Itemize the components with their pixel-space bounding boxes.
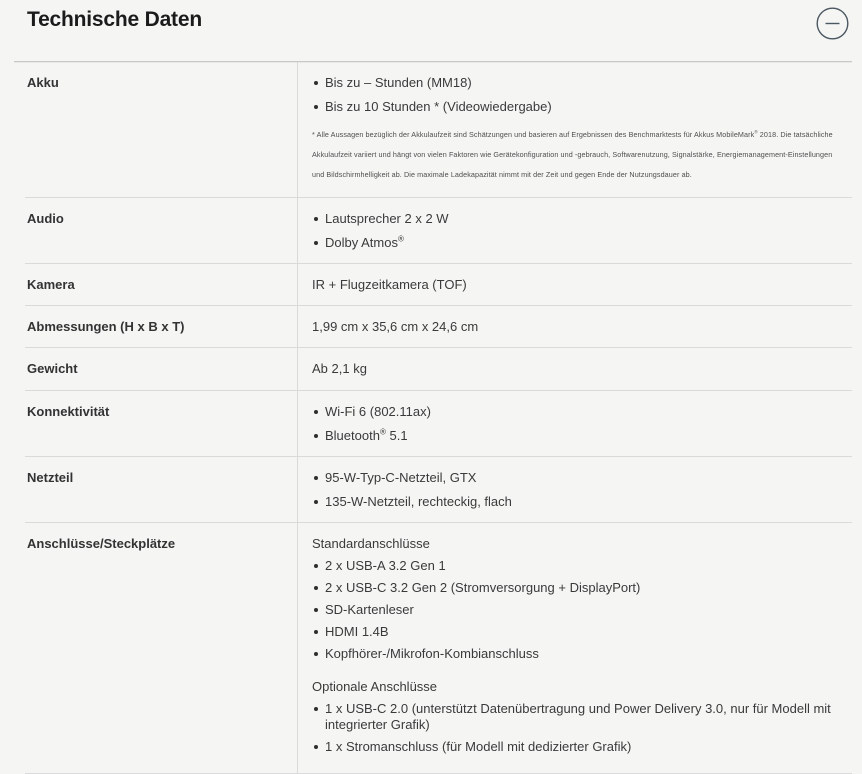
spec-bullet-item: HDMI 1.4B xyxy=(312,624,842,640)
spec-value-text: 1,99 cm x 35,6 cm x 24,6 cm xyxy=(312,319,479,335)
spec-label: Audio xyxy=(27,210,64,226)
port-group-heading: Optionale Anschlüsse xyxy=(312,678,438,694)
spec-bullet-list xyxy=(312,75,842,115)
spec-value xyxy=(297,391,852,456)
spec-label: Akku xyxy=(27,75,59,90)
spec-label: Netzteil xyxy=(27,469,74,485)
spec-value xyxy=(297,523,852,773)
spec-bullet-item: Kopfhörer-/Mikrofon-Kombianschluss xyxy=(312,646,842,662)
spec-bullet-item: 2 x USB-A 3.2 Gen 1 xyxy=(312,558,842,574)
minus-circle-icon xyxy=(816,28,849,43)
spec-bullet-list xyxy=(312,211,842,251)
spec-bullet-item: Bis zu – Stunden (MM18) xyxy=(312,75,842,91)
spec-bullet-item: 2 x USB-C 3.2 Gen 2 (Stromversorgung + DisplayPort) xyxy=(312,580,842,596)
spec-row xyxy=(25,198,852,264)
spec-value xyxy=(297,198,852,263)
spec-row xyxy=(25,391,852,457)
spec-label: Kamera xyxy=(27,276,75,292)
spec-bullet-item: Dolby Atmos® xyxy=(312,235,842,251)
spec-row xyxy=(25,457,852,523)
spec-value xyxy=(297,348,852,389)
spec-value-text: IR + Flugzeitkamera (TOF) xyxy=(312,276,467,292)
panel-header xyxy=(14,0,852,62)
battery-footnote: * Alle Aussagen bezüglich der Akkulaufzeit sind Schätzungen und basieren auf Ergebnissen des Benchmarktests für Akkus MobileMark® 2018. Die tatsächliche Akkulaufzeit variiert und hängt von vielen Faktoren wie Gerätekonfiguration und -gebrauch, Softwarenutzung, Signalstärke, Energiemanagement-Einstellungen und Bildschirmhelligkeit ab. Die maximale Ladekapazität nimmt mit der Zeit und gegen Ende der Nutzungsdauer ab. xyxy=(312,129,833,179)
spec-value xyxy=(297,62,852,197)
spec-label: Konnektivität xyxy=(27,403,110,419)
spec-bullet-list xyxy=(312,558,842,662)
spec-label: Gewicht xyxy=(27,361,78,377)
spec-row xyxy=(25,62,852,198)
spec-label: Anschlüsse/Steckplätze xyxy=(27,535,176,551)
spec-row xyxy=(25,264,852,306)
spec-bullet-item: SD-Kartenleser xyxy=(312,602,842,618)
spec-table xyxy=(25,62,852,774)
spec-bullet-list xyxy=(312,470,842,510)
spec-bullet-list xyxy=(312,404,842,444)
spec-row xyxy=(25,306,852,348)
spec-label: Abmessungen (H x B x T) xyxy=(27,319,185,335)
spec-bullet-item: Wi-Fi 6 (802.11ax) xyxy=(312,404,842,420)
spec-bullet-item: 135-W-Netzteil, rechteckig, flach xyxy=(312,494,842,510)
collapse-section-button[interactable] xyxy=(816,7,849,40)
spec-value xyxy=(297,457,852,522)
spec-bullet-item: 1 x Stromanschluss (für Modell mit dedizierter Grafik) xyxy=(312,739,842,755)
spec-row xyxy=(25,348,852,390)
spec-bullet-item: 1 x USB-C 2.0 (unterstützt Datenübertragung und Power Delivery 3.0, nur für Modell mit integrierter Grafik) xyxy=(312,701,842,733)
spec-bullet-item: 95-W-Typ-C-Netzteil, GTX xyxy=(312,470,842,486)
spec-bullet-item: Lautsprecher 2 x 2 W xyxy=(312,211,842,227)
spec-value xyxy=(297,306,852,347)
spec-bullet-item: Bluetooth® 5.1 xyxy=(312,428,842,444)
spec-bullet-list xyxy=(312,701,842,755)
spec-value-text: Ab 2,1 kg xyxy=(312,361,367,377)
spec-value xyxy=(297,264,852,305)
port-group xyxy=(312,536,842,662)
port-group-heading: Standardanschlüsse xyxy=(312,535,430,551)
spec-bullet-item: Bis zu 10 Stunden * (Videowiedergabe) xyxy=(312,99,842,115)
spec-row xyxy=(25,523,852,774)
page-title: Technische Daten xyxy=(27,8,202,31)
port-group xyxy=(312,679,842,755)
